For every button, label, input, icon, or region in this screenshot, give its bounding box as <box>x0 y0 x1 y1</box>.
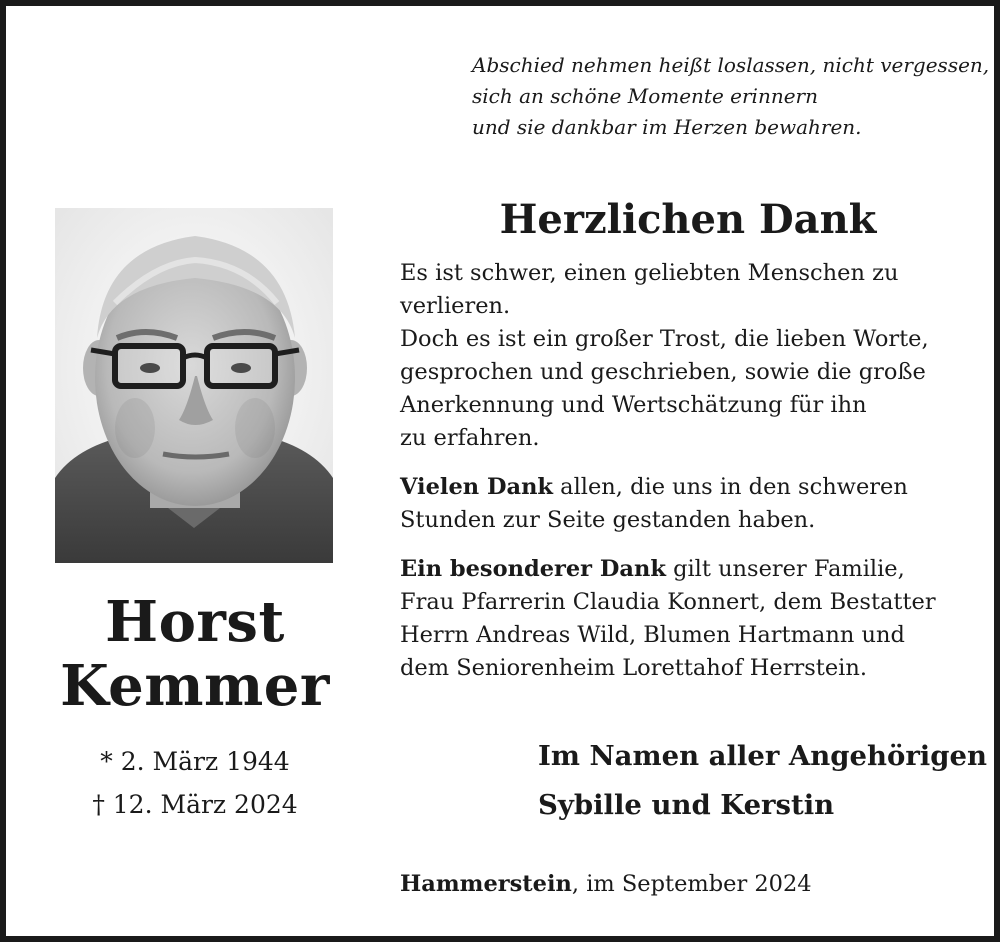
thanks-heading: Herzlichen Dank <box>499 196 877 243</box>
quote-line: Abschied nehmen heißt loslassen, nicht vergessen, <box>472 53 990 77</box>
date-text: , im September 2024 <box>571 871 812 897</box>
birth-date: * 2. März 1944 <box>100 747 290 776</box>
text-line: verlieren. <box>400 293 511 319</box>
text-span: gilt unserer Familie, <box>665 556 905 582</box>
text-line <box>400 553 970 586</box>
first-name: Horst <box>105 589 285 655</box>
text-span: allen, die uns in den schweren <box>553 474 908 500</box>
life-dates <box>46 740 344 826</box>
bold-phrase: Vielen Dank <box>400 474 554 500</box>
thanks-text <box>400 257 970 701</box>
text-line: Stunden zur Seite gestanden haben. <box>400 507 816 533</box>
signature-line: Im Namen aller Angehörigen <box>538 740 987 772</box>
text-line: Anerkennung und Wertschätzung für ihn <box>400 392 867 418</box>
quote-line: sich an schöne Momente erinnern <box>472 84 818 108</box>
quote <box>472 50 992 143</box>
text-line <box>400 471 970 504</box>
signature <box>538 732 998 830</box>
signature-names: Sybille und Kerstin <box>538 789 835 821</box>
deceased-name <box>46 590 344 718</box>
portrait-photo <box>55 208 333 563</box>
text-line: Frau Pfarrerin Claudia Konnert, dem Bestatter <box>400 589 936 615</box>
text-line: Es ist schwer, einen geliebten Menschen zu <box>400 260 899 286</box>
quote-line: und sie dankbar im Herzen bewahren. <box>472 115 862 139</box>
death-date: † 12. März 2024 <box>92 790 298 819</box>
text-line: dem Seniorenheim Lorettahof Herrstein. <box>400 655 867 681</box>
last-name: Kemmer <box>60 653 330 719</box>
place-name: Hammerstein <box>400 871 572 897</box>
text-line: Herrn Andreas Wild, Blumen Hartmann und <box>400 622 905 648</box>
text-line: Doch es ist ein großer Trost, die lieben Worte, <box>400 326 929 352</box>
text-line: zu erfahren. <box>400 425 540 451</box>
bold-phrase: Ein besonderer Dank <box>400 556 666 582</box>
portrait-illustration <box>55 208 333 563</box>
paragraph-2 <box>400 471 970 537</box>
place-date <box>400 868 960 901</box>
text-line: gesprochen und geschrieben, sowie die große <box>400 359 926 385</box>
paragraph-1 <box>400 257 970 455</box>
paragraph-3 <box>400 553 970 685</box>
